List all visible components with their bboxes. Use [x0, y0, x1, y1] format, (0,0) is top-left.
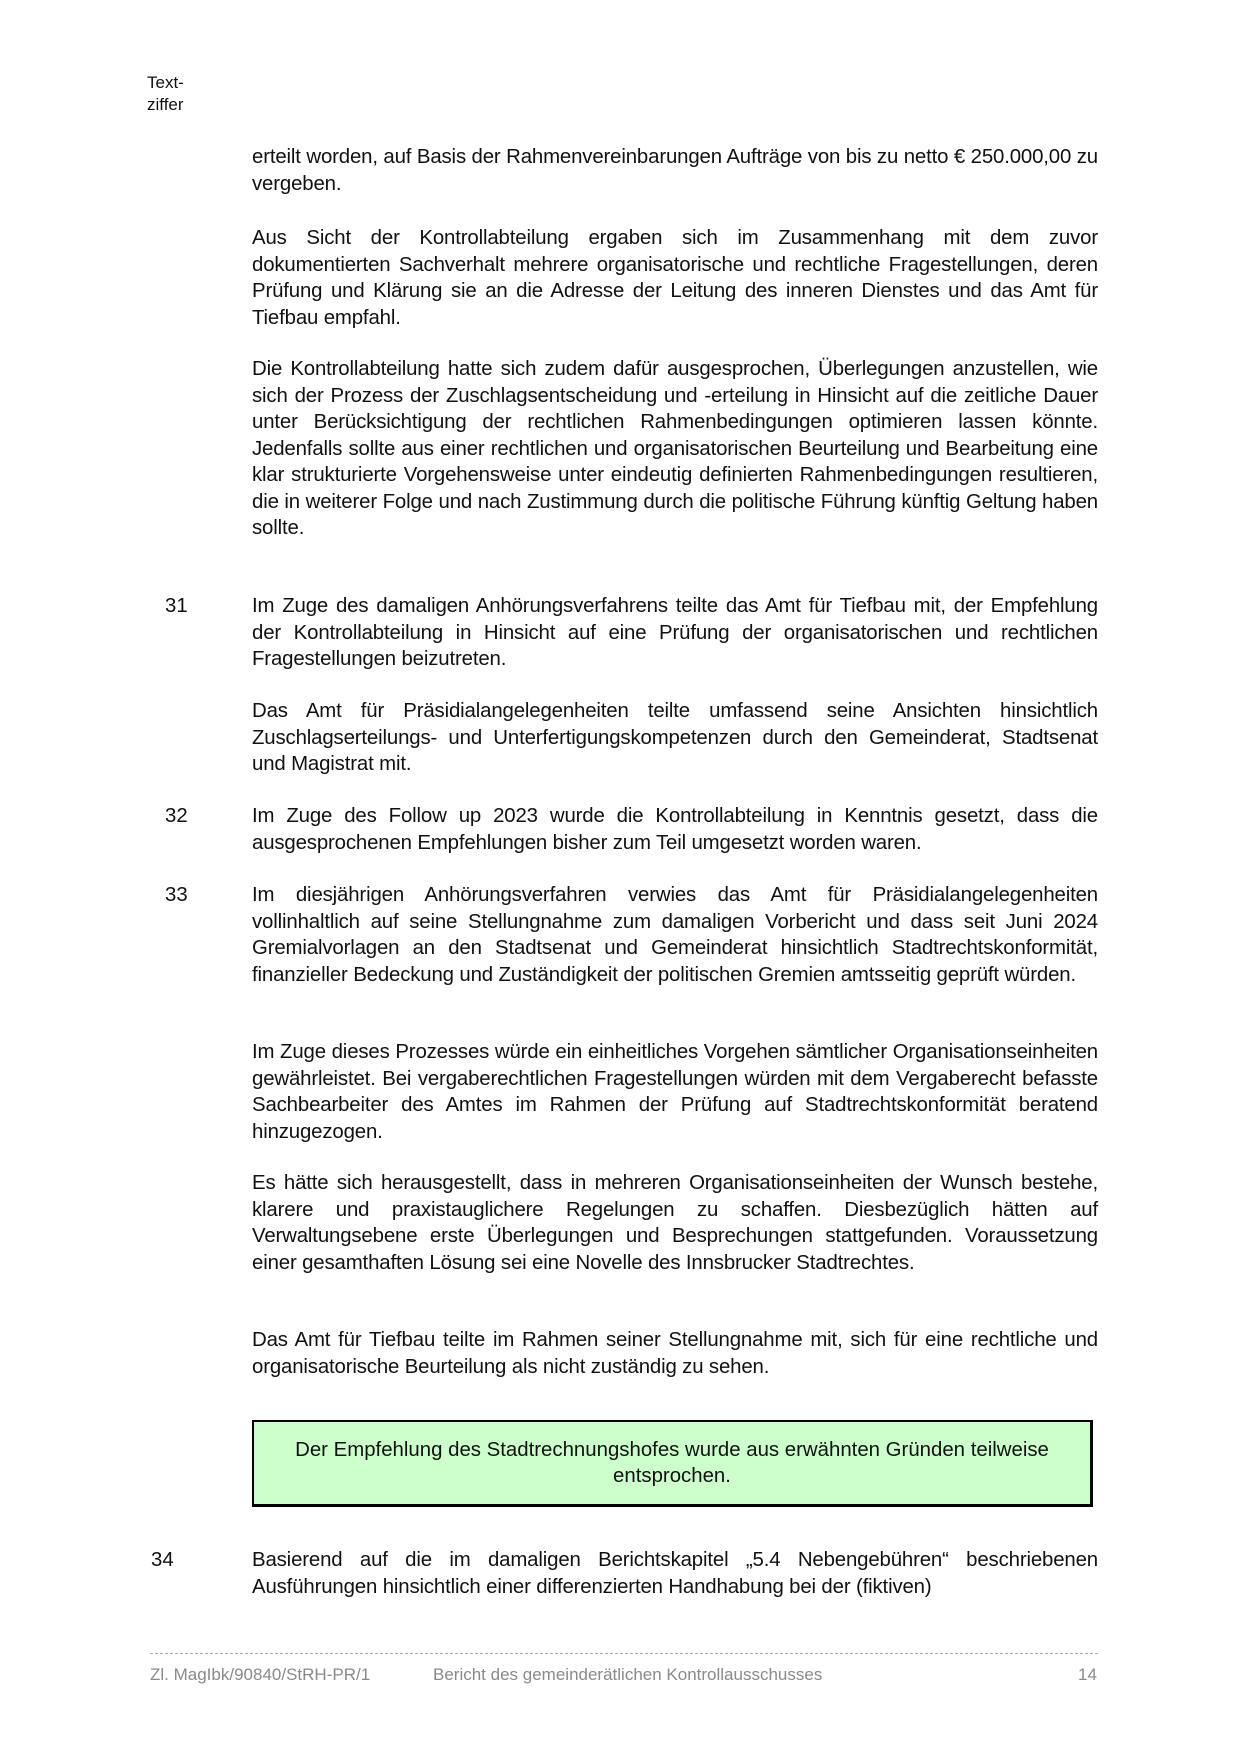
- paragraph-control-view: Aus Sicht der Kontrollabteilung ergaben sich im Zusammenhang mit dem zuvor dokumentierten Sachverhalt mehrere organisatorische und rechtliche Fragestellungen, deren Prüfung und Klärung sie an die Adresse der Leitung des inneren Dienstes und das Amt für Tiefbau empfahl.: [252, 227, 1098, 329]
- paragraph-continuation: erteilt worden, auf Basis der Rahmenvereinbarungen Aufträge von bis zu netto € 250.000,00 zu vergeben.: [252, 146, 1098, 195]
- paragraph-31-presidial: Das Amt für Präsidialangelegenheiten teilte umfassend seine Ansichten hinsichtlich Zuschlagserteilungs- und Unterfertigungskompetenzen durch den Gemeinderat, Stadtsenat und Magistrat mit.: [252, 700, 1098, 775]
- margin-label-line-1: Text-: [147, 73, 184, 92]
- paragraph-32: Im Zuge des Follow up 2023 wurde die Kontrollabteilung in Kenntnis gesetzt, dass die ausgesprochenen Empfehlungen bisher zum Teil umgesetzt worden waren.: [252, 805, 1098, 854]
- paragraph-34: Basierend auf die im damaligen Berichtskapitel „5.4 Nebengebühren“ beschriebenen Ausführungen hinsichtlich einer differenzierten Handhabung bei der (fiktiven): [252, 1549, 1098, 1598]
- recommendation-result-box: [252, 1420, 1093, 1507]
- textziffer-33: 33: [165, 884, 188, 906]
- textziffer-31: 31: [165, 595, 188, 617]
- footer-page-number: 14: [1078, 1665, 1097, 1684]
- textziffer-32: 32: [165, 805, 188, 827]
- paragraph-33-tiefbau: Das Amt für Tiefbau teilte im Rahmen seiner Stellungnahme mit, sich für eine rechtliche und organisatorische Beurteilung als nicht zuständig zu sehen.: [252, 1329, 1098, 1378]
- footer-title: Bericht des gemeinderätlichen Kontrollausschusses: [433, 1665, 823, 1684]
- paragraph-33-process: Im Zuge dieses Prozesses würde ein einheitliches Vorgehen sämtlicher Organisationseinheiten gewährleistet. Bei vergaberechtlichen Fragestellungen würden mit dem Vergaberecht befasste Sachbearbeiter des Amtes im Rahmen der Prüfung auf Stadtrechtskonformität beratend hinzugezogen.: [252, 1041, 1098, 1143]
- paragraph-33-wish: Es hätte sich herausgestellt, dass in mehreren Organisationseinheiten der Wunsch bestehe, klarere und praxistauglichere Regelungen zu schaffen. Diesbezüglich hätten auf Verwaltungsebene erste Überlegungen und Besprechungen stattgefunden. Voraussetzung einer gesamthaften Lösung sei eine Novelle des Innsbrucker Stadtrechtes.: [252, 1172, 1098, 1274]
- margin-label-line-2: ziffer: [147, 95, 184, 114]
- paragraph-33: Im diesjährigen Anhörungsverfahren verwies das Amt für Präsidialangelegenheiten vollinhaltlich auf seine Stellungnahme zum damaligen Vorbericht und dass seit Juni 2024 Gremialvorlagen an den Stadtsenat und Gemeinderat hinsichtlich Stadtrechtskonformität, finanzieller Bedeckung und Zuständigkeit der politischen Gremien amtsseitig geprüft würden.: [252, 884, 1098, 986]
- paragraph-31: Im Zuge des damaligen Anhörungsverfahrens teilte das Amt für Tiefbau mit, der Empfehlung der Kontrollabteilung in Hinsicht auf eine Prüfung der organisatorischen und rechtlichen Fragestellungen beizutreten.: [252, 595, 1098, 670]
- footer-divider: [150, 1653, 1098, 1654]
- footer-reference: Zl. MagIbk/90840/StRH-PR/1: [150, 1665, 371, 1684]
- recommendation-result-text: Der Empfehlung des Stadtrechnungshofes wurde aus erwähnten Gründen teilweise entsprochen.: [295, 1438, 1049, 1487]
- paragraph-process-recommendation: Die Kontrollabteilung hatte sich zudem dafür ausgesprochen, Überlegungen anzustellen, wie sich der Prozess der Zuschlagsentscheidung und -erteilung in Hinsicht auf die zeitliche Dauer unter Berücksichtigung der rechtlichen Rahmenbedingungen optimieren lassen könnte. Jedenfalls sollte aus einer rechtlichen und organisatorischen Beurteilung und Bearbeitung eine klar strukturierte Vorgehensweise unter eindeutig definierten Rahmenbedingungen resultieren, die in weiterer Folge und nach Zustimmung durch die politische Führung künftig Geltung haben sollte.: [252, 358, 1098, 539]
- textziffer-34: 34: [151, 1549, 174, 1571]
- margin-label-textziffer: [147, 72, 184, 116]
